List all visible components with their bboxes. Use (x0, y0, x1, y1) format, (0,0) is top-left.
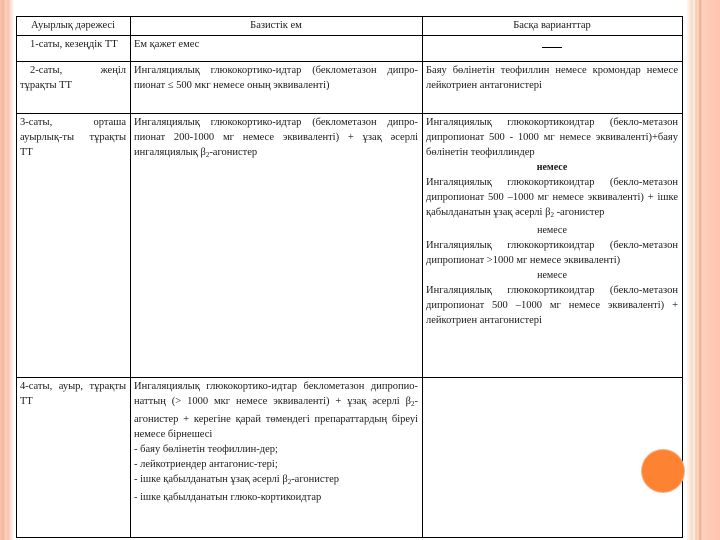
therapy-list-item: - ішке қабылданатын глюко-кортикоидтар (134, 492, 322, 503)
basic-therapy-cell: Ингаляциялық глюкокортико-идтар (беклометазон дипро-пионат 200-1000 мг немесе эквиваленті) + ұзақ әсерлі ингаляциялық $\beta_2$-агонистер (131, 114, 423, 378)
other-options-cell (423, 114, 683, 378)
therapy-list-item: - лейкотриендер антагонис-тері; (134, 459, 278, 470)
or-separator: немесе (537, 225, 567, 236)
basic-therapy-cell (131, 378, 423, 538)
table-header-row (17, 17, 683, 36)
option-text: Ингаляциялық глюкокортикоидтар (бекло-метазон дипропионат 500 –1000 мг немесе эквиваленті) + лейкотриен антагонистері (426, 285, 678, 326)
severity-cell: 3-саты, орташа ауырлық-ты тұрақты ТТ (17, 114, 131, 378)
header-severity: Ауырлық дәрежесі (17, 17, 131, 36)
orange-circle-decoration (642, 450, 684, 492)
left-decorative-stripe (0, 0, 14, 540)
dash-placeholder (542, 47, 562, 48)
severity-cell: 4-саты, ауыр, тұрақты ТТ (17, 378, 131, 538)
asthma-treatment-table (16, 16, 683, 538)
other-options-cell (423, 36, 683, 62)
option-text: Ингаляциялық глюкокортикоидтар (бекло-метазон дипропионат >1000 мг немесе эквиваленті) (426, 240, 678, 266)
severity-cell: 1-саты, кезеңдік ТТ (17, 36, 131, 62)
basic-therapy-cell: Ем қажет емес (131, 36, 423, 62)
table-row (17, 378, 683, 538)
table-row (17, 114, 683, 378)
table-row (17, 36, 683, 62)
therapy-intro: Ингаляциялық глюкокортико-идтар беклометазон дипропио-наттың (> 1000 мкг немесе эквиваленті) + ұзақ әсерлі $\beta_2$-агонистер + керегіне қарай төмендегі препараттардың біреуі немесе бірнешесі (134, 381, 418, 440)
therapy-list-item: - баяу бөлінетін теофиллин-дер; (134, 444, 278, 455)
basic-therapy-cell: Ингаляциялық глюкокортико-идтар (беклометазон дипро-пионат ≤ 500 мкг немесе оның эквиваленті) (131, 62, 423, 114)
header-other-options: Басқа варианттар (423, 17, 683, 36)
table-row (17, 62, 683, 114)
therapy-list-item: - ішке қабылданатын ұзақ әсерлі $\beta_2$-агонистер (134, 474, 340, 486)
or-separator: немесе (537, 270, 567, 281)
right-decorative-stripe (687, 0, 720, 540)
option-text: Ингаляциялық глюкокортикоидтар (бекло-метазон дипропионат 500 –1000 мг немесе эквиваленті) + ішке қабылданатын ұзақ әсерлі $\beta_2$ -агонистер (426, 177, 678, 219)
header-basic-therapy: Базистік ем (131, 17, 423, 36)
severity-cell: 2-саты, жеңіл тұрақты ТТ (17, 62, 131, 114)
or-separator: немесе (536, 162, 568, 173)
other-options-cell (423, 378, 683, 538)
option-text: Ингаляциялық глюкокортикоидтар (бекло-метазон дипропионат 500 - 1000 мг немесе эквиваленті)+баяу бөлінетін теофиллиндер (426, 117, 678, 158)
other-options-cell: Баяу бөлінетін теофиллин немесе кромондар немесе лейкотриен антагонистері (423, 62, 683, 114)
